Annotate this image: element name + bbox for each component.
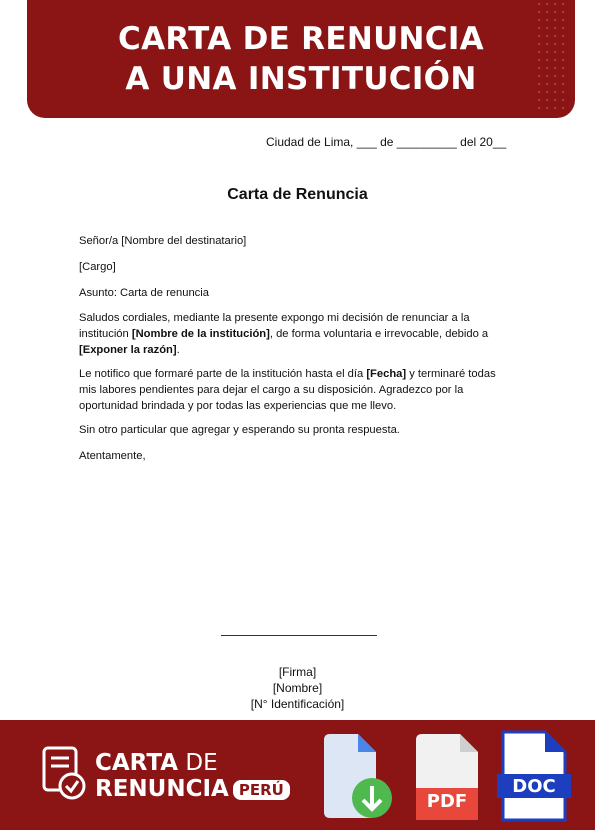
paragraph-2: Le notifico que formaré parte de la institución hasta el día [Fecha] y terminaré todas mis labores pendientes para dejar el cargo a su disposición. Agradezco por la oportunidad brindada y por todas las experiencias que me llevo. (79, 368, 496, 412)
signature-nombre: [Nombre] (272, 681, 323, 695)
signature-id: [N° Identificación] (250, 697, 345, 711)
banner-title-line-1: CARTA DE RENUNCIA (118, 21, 484, 57)
document-check-icon (42, 746, 86, 800)
subject-line: Asunto: Carta de renuncia (79, 287, 209, 299)
letter-title: Carta de Renuncia (227, 186, 368, 203)
position-line: [Cargo] (79, 261, 116, 273)
paragraph-3: Sin otro particular que agregar y esperando su pronta respuesta. (79, 424, 400, 436)
peru-badge: PERÚ (233, 780, 290, 800)
pdf-label: PDF (426, 791, 468, 812)
institution-placeholder: [Nombre de la institución] (131, 328, 270, 340)
header-banner (27, 0, 575, 118)
brand-logo-text: CARTA DE RENUNCIA PERÚ (95, 750, 290, 802)
date-line: Ciudad de Lima, ___ de _________ del 20__ (266, 135, 507, 149)
download-file-icon[interactable] (318, 732, 398, 822)
closing-line: Atentamente, (79, 450, 146, 462)
signature-firma: [Firma] (278, 665, 317, 679)
banner-title-line-2: A UNA INSTITUCIÓN (125, 61, 477, 97)
signature-line (221, 635, 377, 636)
dot-pattern (535, 0, 569, 110)
reason-placeholder: [Exponer la razón] (79, 344, 177, 356)
recipient-line: Señor/a [Nombre del destinatario] (79, 235, 247, 247)
doc-label: DOC (512, 776, 556, 797)
paragraph-1: Saludos cordiales, mediante la presente expongo mi decisión de renunciar a la institución [Nombre de la institución], de forma voluntaria e irrevocable, debido a [Exponer la razón]. (79, 312, 489, 356)
date-placeholder: [Fecha] (366, 368, 407, 380)
footer-bar (0, 720, 595, 830)
